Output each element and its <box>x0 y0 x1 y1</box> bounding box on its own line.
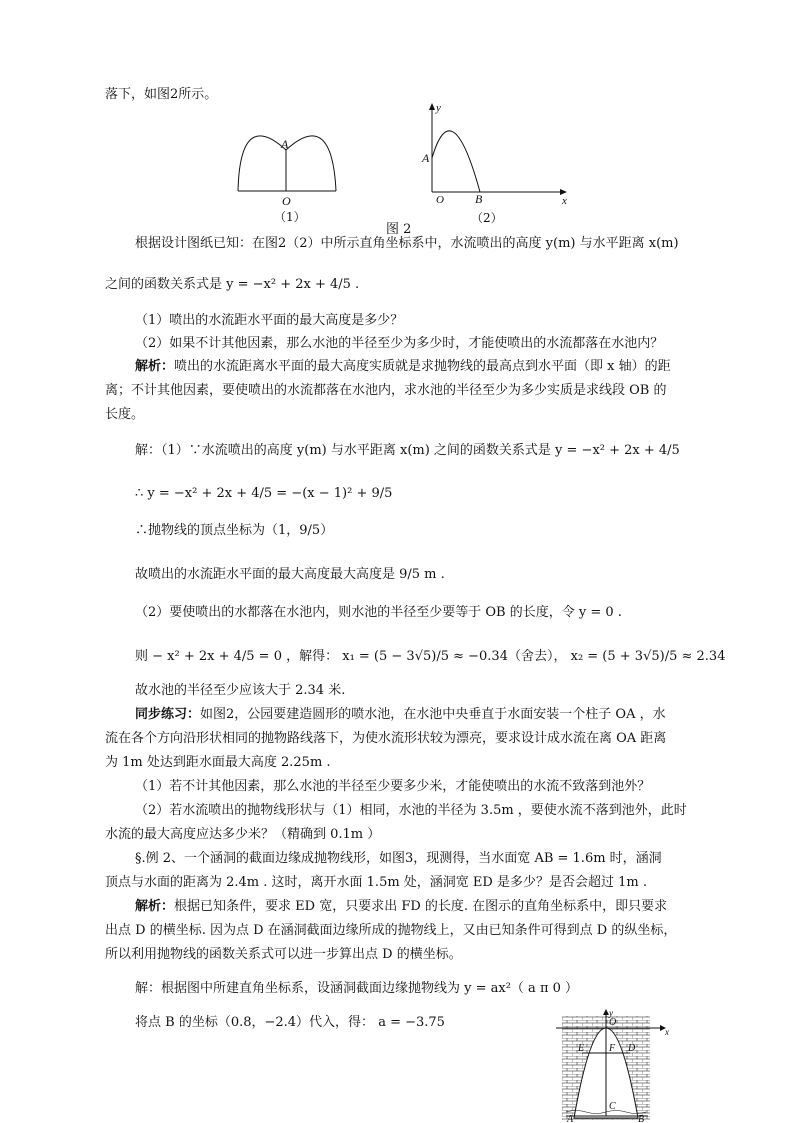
text-line <box>135 898 667 916</box>
fig3-label-x: x <box>665 1027 669 1037</box>
fig2-label-o: O <box>436 194 444 206</box>
text-line: 为 1m 处达到距水面最大高度 2.25m . <box>105 755 331 770</box>
figure-2-part-2 <box>420 100 580 220</box>
text-line: 长度。 <box>105 407 145 422</box>
analysis-label: 解析： <box>135 359 175 374</box>
fig3-label-o: O <box>609 1017 617 1028</box>
text-line: （2）若水流喷出的抛物线形状与（1）相同，水池的半径为 3.5m ，要使水流不落到池外，此时 <box>135 803 687 818</box>
text-line: 流在各个方向沿形状相同的抛物路线落下，为使水流形状较为漂亮，要求设计成水流在离 OA 距离 <box>105 731 667 746</box>
text-line <box>135 706 666 724</box>
fig3-label-c: C <box>609 1101 616 1112</box>
analysis2-text: 根据已知条件，要求 ED 宽，只要求出 FD 的长度. 在图示的直角坐标系中，即只要求 <box>174 899 668 914</box>
text-line: （2）如果不计其他因素，那么水池的半径至少为多少时，才能使喷出的水流都落在水池内？ <box>135 336 664 351</box>
fig2-sub2: （2） <box>471 211 503 225</box>
fig3-label-d: D <box>628 1043 636 1054</box>
text-line: ∴ y = −x² + 2x + 4/5 = −(x − 1)² + 9/5 <box>135 486 393 501</box>
text-line: 故喷出的水流距水平面的最大高度最大高度是 9/5 m . <box>135 567 445 582</box>
text-line <box>135 358 671 376</box>
figure-3-culvert <box>552 1008 682 1123</box>
text-line: 水流的最大高度应达多少米？（精确到 0.1m ） <box>105 827 381 842</box>
text-line: 解：根据图中所建直角坐标系，设涵洞截面边缘抛物线为 y = ax²（ a π 0 ） <box>135 981 579 996</box>
text-line: 出点 D 的横坐标. 因为点 D 在涵洞截面边缘所成的抛物线上，又由已知条件可得到点 D 的纵坐标， <box>105 923 677 938</box>
text-line: 则 − x² + 2x + 4/5 = 0 ，解得： x₁ = (5 − 3√5)/5 ≈ −0.34（舍去）， x₂ = (5 + 3√5)/5 ≈ 2.34 <box>135 649 726 664</box>
fig2-label-b: B <box>475 192 483 206</box>
fig2-label-y: y <box>436 102 441 114</box>
fig2-sub1: （1） <box>274 210 306 224</box>
fig3-label-y: y <box>609 1008 613 1018</box>
text-line: （2）要使喷出的水都落在水池内，则水池的半径至少要等于 OB 的长度，令 y = 0 . <box>135 605 622 620</box>
fig1-label-o: O <box>282 194 291 208</box>
text-line: 解：（1）∵水流喷出的高度 y(m) 与水平距离 x(m) 之间的函数关系式是 y = −x² + 2x + 4/5 <box>135 443 680 458</box>
fig2-label-x: x <box>562 195 567 207</box>
text-line: 将点 B 的坐标（0.8，−2.4）代入，得： a = −3.75 <box>135 1015 445 1030</box>
fig3-label-f: F <box>609 1043 616 1054</box>
text-line: 之间的函数关系式是 y = −x² + 2x + 4/5 . <box>105 277 360 292</box>
text-line: （1）若不计其他因素，那么水池的半径至少要多少米，才能使喷出的水流不致落到池外？ <box>135 779 651 794</box>
fig3-label-e: E <box>578 1043 585 1054</box>
text-line: （1）喷出的水流距水平面的最大高度是多少？ <box>135 313 404 328</box>
text-line: ∴抛物线的顶点坐标为（1，9/5） <box>135 523 334 538</box>
analysis-text: 喷出的水流距离水平面的最大高度实质就是求抛物线的最高点到水平面（即 x 轴）的距 <box>174 359 671 374</box>
text-line: 落下，如图2所示。 <box>105 87 218 102</box>
text-line: 故水池的半径至少应该大于 2.34 米. <box>135 683 346 698</box>
text-line: 所以利用抛物线的函数关系式可以进一步算出点 D 的横坐标。 <box>105 947 462 962</box>
fig1-label-a: A <box>281 137 289 151</box>
text-line: 根据设计图纸已知：在图2（2）中所示直角坐标系中，水流喷出的高度 y(m) 与水平距离 x(m) <box>135 236 679 251</box>
fig3-label-a: A <box>567 1114 574 1123</box>
fig2-label-a: A <box>422 151 430 165</box>
fig2-caption: 图 2 <box>386 222 412 237</box>
text-line: §.例 2、一个涵洞的截面边缘成抛物线形，如图3，现测得，当水面宽 AB = 1.6m 时，涵洞 <box>135 851 662 866</box>
text-line: 顶点与水面的距离为 2.4m . 这时，离开水面 1.5m 处，涵洞宽 ED 是多少？是否会超过 1m . <box>105 875 647 890</box>
practice-text: 如图2，公园要建造圆形的喷水池，在水池中央垂直于水面安装一个柱子 OA ，水 <box>200 707 666 722</box>
fig3-label-b: B <box>638 1114 645 1123</box>
text-line: 离；不计其他因素，要使喷出的水流都落在水池内，求水池的半径至少为多少实质是求线段 OB 的 <box>105 383 667 398</box>
practice-label: 同步练习： <box>135 707 201 722</box>
analysis2-label: 解析： <box>135 899 175 914</box>
